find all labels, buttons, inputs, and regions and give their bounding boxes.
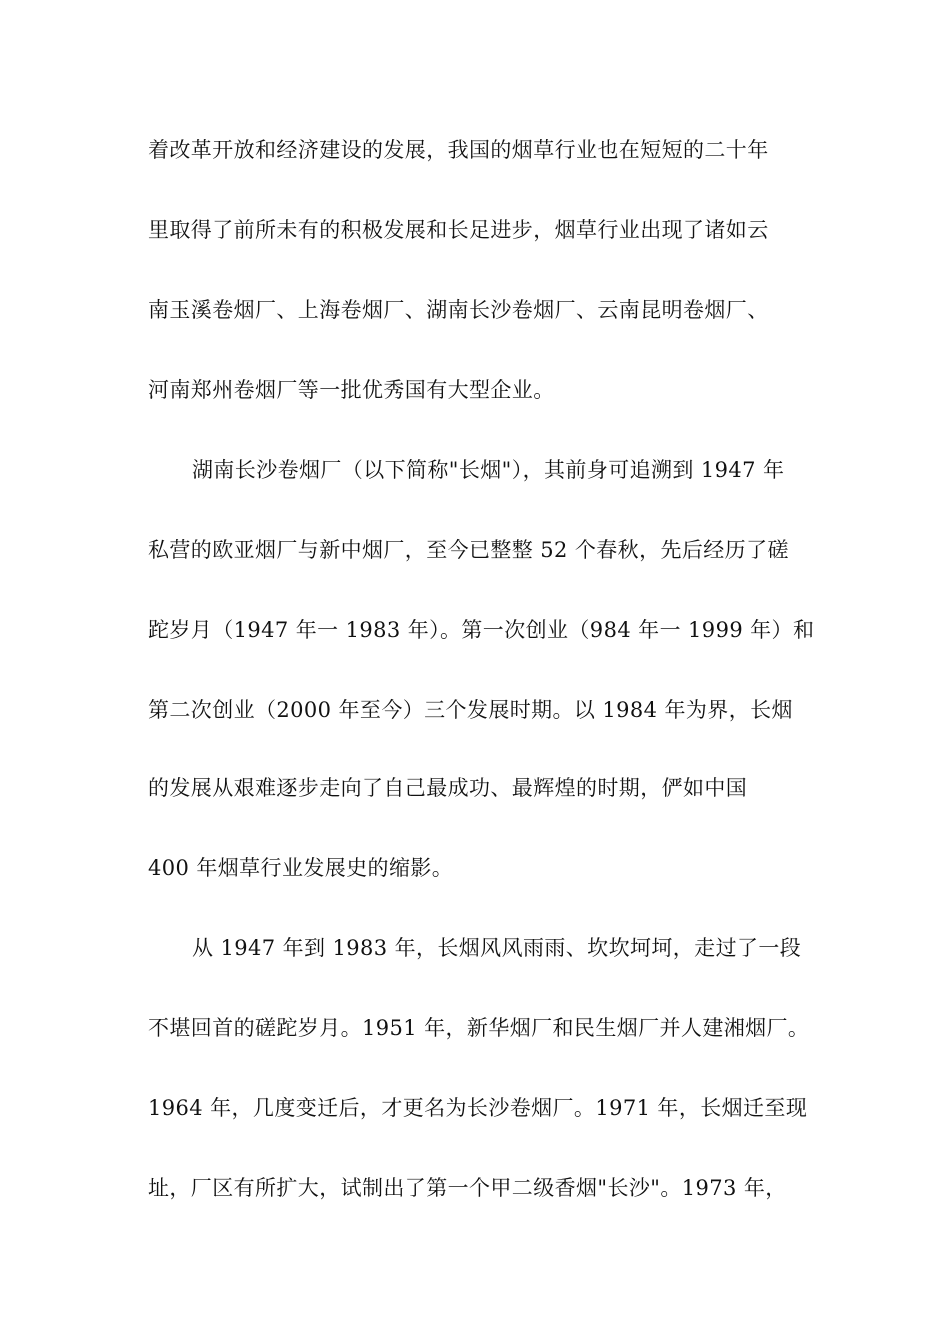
text-line: 私营的欧亚烟厂与新中烟厂，至今已整整 52 个春秋，先后经历了磋 (148, 538, 789, 562)
text-line: 河南郑州卷烟厂等一批优秀国有大型企业。 (148, 378, 555, 402)
text-line: 着改革开放和经济建设的发展，我国的烟草行业也在短短的二十年 (148, 138, 769, 162)
text-line: 不堪回首的磋跎岁月。1951 年，新华烟厂和民生烟厂并人建湘烟厂。 (148, 1016, 810, 1040)
text-line: 南玉溪卷烟厂、上海卷烟厂、湖南长沙卷烟厂、云南昆明卷烟厂、 (148, 298, 769, 322)
text-line: 第二次创业（2000 年至今）三个发展时期。以 1984 年为界，长烟 (148, 698, 793, 722)
text-line: 400 年烟草行业发展史的缩影。 (148, 856, 454, 880)
text-line: 的发展从艰难逐步走向了自己最成功、最辉煌的时期，俨如中国 (148, 776, 748, 800)
paragraph-first-line: 湖南长沙卷烟厂（以下简称"长烟"），其前身可追溯到 1947 年 (192, 458, 785, 482)
text-line: 里取得了前所未有的积极发展和长足进步，烟草行业出现了诸如云 (148, 218, 769, 242)
text-line: 跎岁月（1947 年一 1983 年）。第一次创业（984 年一 1999 年）和 (148, 618, 815, 642)
paragraph-first-line: 从 1947 年到 1983 年，长烟风风雨雨、坎坎坷坷，走过了一段 (192, 936, 802, 960)
text-line: 址，厂区有所扩大，试制出了第一个甲二级香烟"长沙"。1973 年， (148, 1176, 787, 1200)
text-line: 1964 年，几度变迁后，才更名为长沙卷烟厂。1971 年，长烟迁至现 (148, 1096, 808, 1120)
